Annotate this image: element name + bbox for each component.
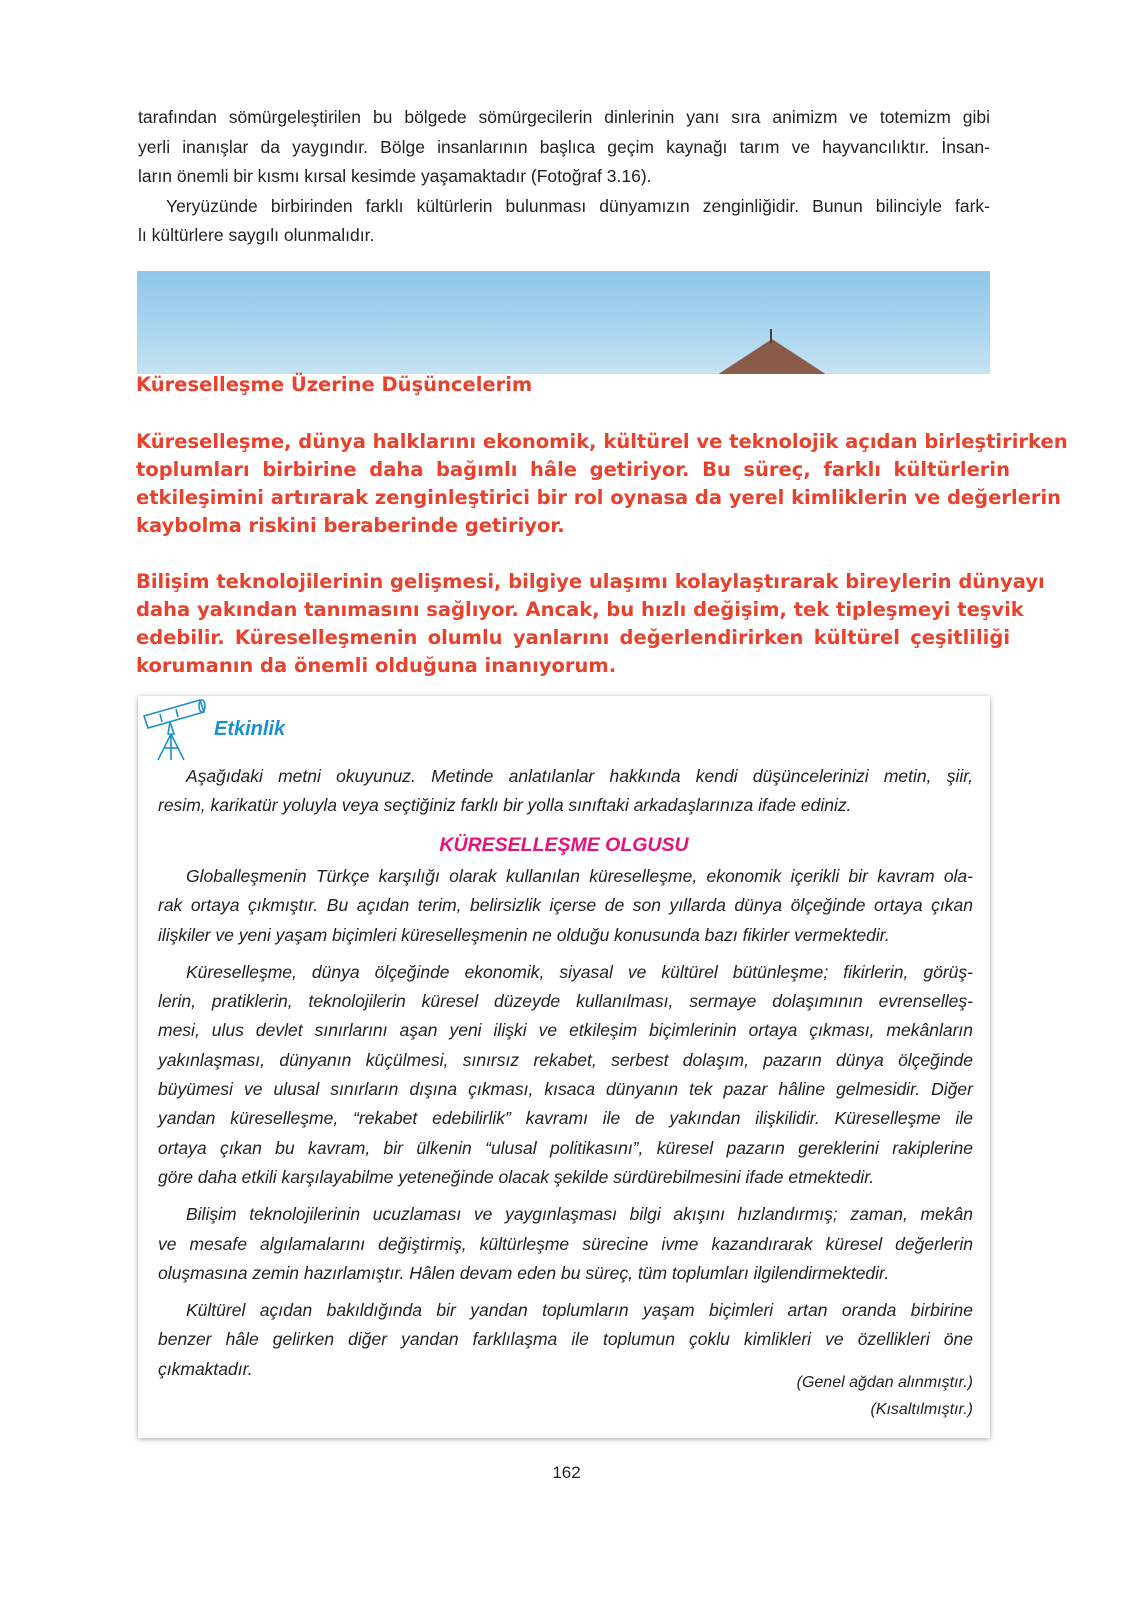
text-line: göre daha etkili karşılayabilme yeteneğinde olacak şekilde sürdürebilmesini ifade etmektedir.: [158, 1166, 875, 1187]
text-line: mesi, ulus devlet sınırlarını aşan yeni ilişki ve etkileşim biçimlerinin ortaya çıkması, mekânların: [158, 1020, 973, 1041]
text-line: Bilişim teknolojilerinin ucuzlaması ve yaygınlaşması bilgi akışını hızlandırmış; zaman, mekân: [186, 1204, 973, 1225]
paragraph: [158, 1200, 973, 1288]
activity-label: Etkinlik: [214, 718, 286, 740]
text-line: Globalleşmenin Türkçe karşılığı olarak kullanılan küreselleşme, ekonomik içerikli bir kavram ola-: [186, 866, 973, 886]
text-line: tarafından sömürgeleştirilen bu bölgede sömürgecilerin dinlerinin yanı sıra animizm ve totemizm gibi: [138, 107, 990, 127]
text-line: lerin, pratiklerin, teknolojilerin küresel düzeyde kullanılması, sermaye dolaşımının evrenselleş-: [158, 991, 973, 1012]
text-line: yakınlaşması, dünyanın küçülmesi, sınırsız rekabet, serbest dolaşım, pazarın dünya ölçeğinde: [158, 1049, 973, 1070]
text-line: Kültürel açıdan bakıldığında bir yandan toplumların yaşam biçimleri artan oranda birbirine: [186, 1300, 973, 1321]
text-line: ortaya çıkan bu kavram, bir ülkenin “ulusal politikasını”, küresel pazarın gereklerini rakiplerine: [158, 1137, 973, 1158]
text-line: Küreselleşme, dünya ölçeğinde ekonomik, siyasal ve kültürel bütünleşme; fikirlerin, görüş-: [186, 961, 973, 982]
text-line: büyümesi ve ulusal sınırların dışına çıkması, kısaca dünyanın tek pazar hâline gelmesidir. Diğer: [158, 1079, 973, 1100]
page-number: 162: [552, 1463, 581, 1482]
text-line: lı kültürlere saygılı olunmalıdır.: [138, 225, 375, 245]
text-line: Aşağıdaki metni okuyunuz. Metinde anlatılanlar hakkında kendi düşüncelerinizi metin, şiir,: [186, 766, 973, 786]
text-line: ve mesafe algılamalarını değiştirmiş, kültürleşme sürecine ivme kazandırarak küresel değerlerin: [158, 1233, 973, 1254]
text-line: resim, karikatür yoluyla veya seçtiğiniz farklı bir yolla sınıftaki arkadaşlarınıza ifade ediniz.: [158, 795, 852, 816]
reading-title: KÜRESELLEŞME OLGUSU: [439, 834, 689, 856]
text-line: yandan küreselleşme, “rekabet edebilirlik” kavramı ile de yakından ilişkilidir. Küreselleşme ile: [158, 1108, 973, 1129]
paragraph: [136, 428, 1068, 540]
essay-title: Küreselleşme Üzerine Düşüncelerim: [136, 373, 533, 396]
paragraph: [136, 568, 1045, 680]
text-line: toplumları birbirine daha bağımlı hâle getiriyor. Bu süreç, farklı kültürlerin: [136, 458, 1010, 481]
hut-spire: [770, 329, 772, 343]
text-line: çıkmaktadır.: [158, 1358, 253, 1379]
text-line: ların önemli bir kısmı kırsal kesimde yaşamaktadır (Fotoğraf 3.16).: [138, 166, 652, 186]
telescope-icon: [140, 696, 210, 762]
text-line: daha yakından tanımasını sağlıyor. Ancak, bu hızlı değişim, tek tipleşmeyi teşvik: [136, 598, 1024, 621]
text-line: edebilir. Küreselleşmenin olumlu yanlarını değerlendirirken kültürel çeşitliliği: [136, 626, 1010, 649]
text-line: korumanın da önemli olduğuna inanıyorum.: [136, 654, 617, 677]
text-line: oluşmasına zemin hazırlamıştır. Hâlen devam eden bu süreç, tüm toplumları ilgilendirmektedir.: [158, 1262, 890, 1283]
text-line: Küreselleşme, dünya halklarını ekonomik, kültürel ve teknolojik açıdan birleştirirken: [136, 430, 1068, 453]
essay-text: [136, 428, 1068, 680]
text-line: benzer hâle gelirken diğer yandan farklılaşma ile toplumun çoklu kimlikleri ve özellikleri öne: [158, 1329, 973, 1350]
photo-strip: [137, 271, 990, 374]
abridged-note: (Kısaltılmıştır.): [870, 1401, 973, 1418]
text-line: Yeryüzünde birbirinden farklı kültürlerin bulunması dünyamızın zenginliğidir. Bunun bilinciyle fark-: [166, 195, 990, 216]
reading-text: [158, 862, 973, 1384]
activity-box: [138, 696, 990, 1438]
text-line: Bilişim teknolojilerinin gelişmesi, bilgiye ulaşımı kolaylaştırarak bireylerin dünyayı: [136, 570, 1045, 593]
text-line: ilişkiler ve yeni yaşam biçimleri küreselleşmenin ne olduğu konusunda bazı fikirler vermektedir.: [158, 924, 890, 945]
hut-roof: [717, 339, 827, 374]
paragraph: [158, 762, 973, 821]
paragraph: [138, 103, 990, 192]
text-line: rak ortaya çıkmıştır. Bu açıdan terim, belirsizlik içerse de son yıllarda dünya ölçeğinde ortaya çıkan: [158, 895, 973, 916]
intro-text: [138, 103, 990, 251]
paragraph: [158, 958, 973, 1192]
text-line: yerli inanışlar da yaygındır. Bölge insanlarının başlıca geçim kaynağı tarım ve hayvancılıktır. İnsan-: [138, 136, 990, 157]
text-line: etkileşimini artırarak zenginleştirici bir rol oynasa da yerel kimliklerin ve değerlerin: [136, 486, 1062, 509]
text-line: kaybolma riskini beraberinde getiriyor.: [136, 514, 565, 537]
paragraph: [138, 192, 990, 251]
source-note: (Genel ağdan alınmıştır.): [796, 1374, 973, 1391]
activity-instruction: [158, 762, 973, 821]
paragraph: [158, 1296, 973, 1384]
paragraph: [158, 862, 973, 950]
